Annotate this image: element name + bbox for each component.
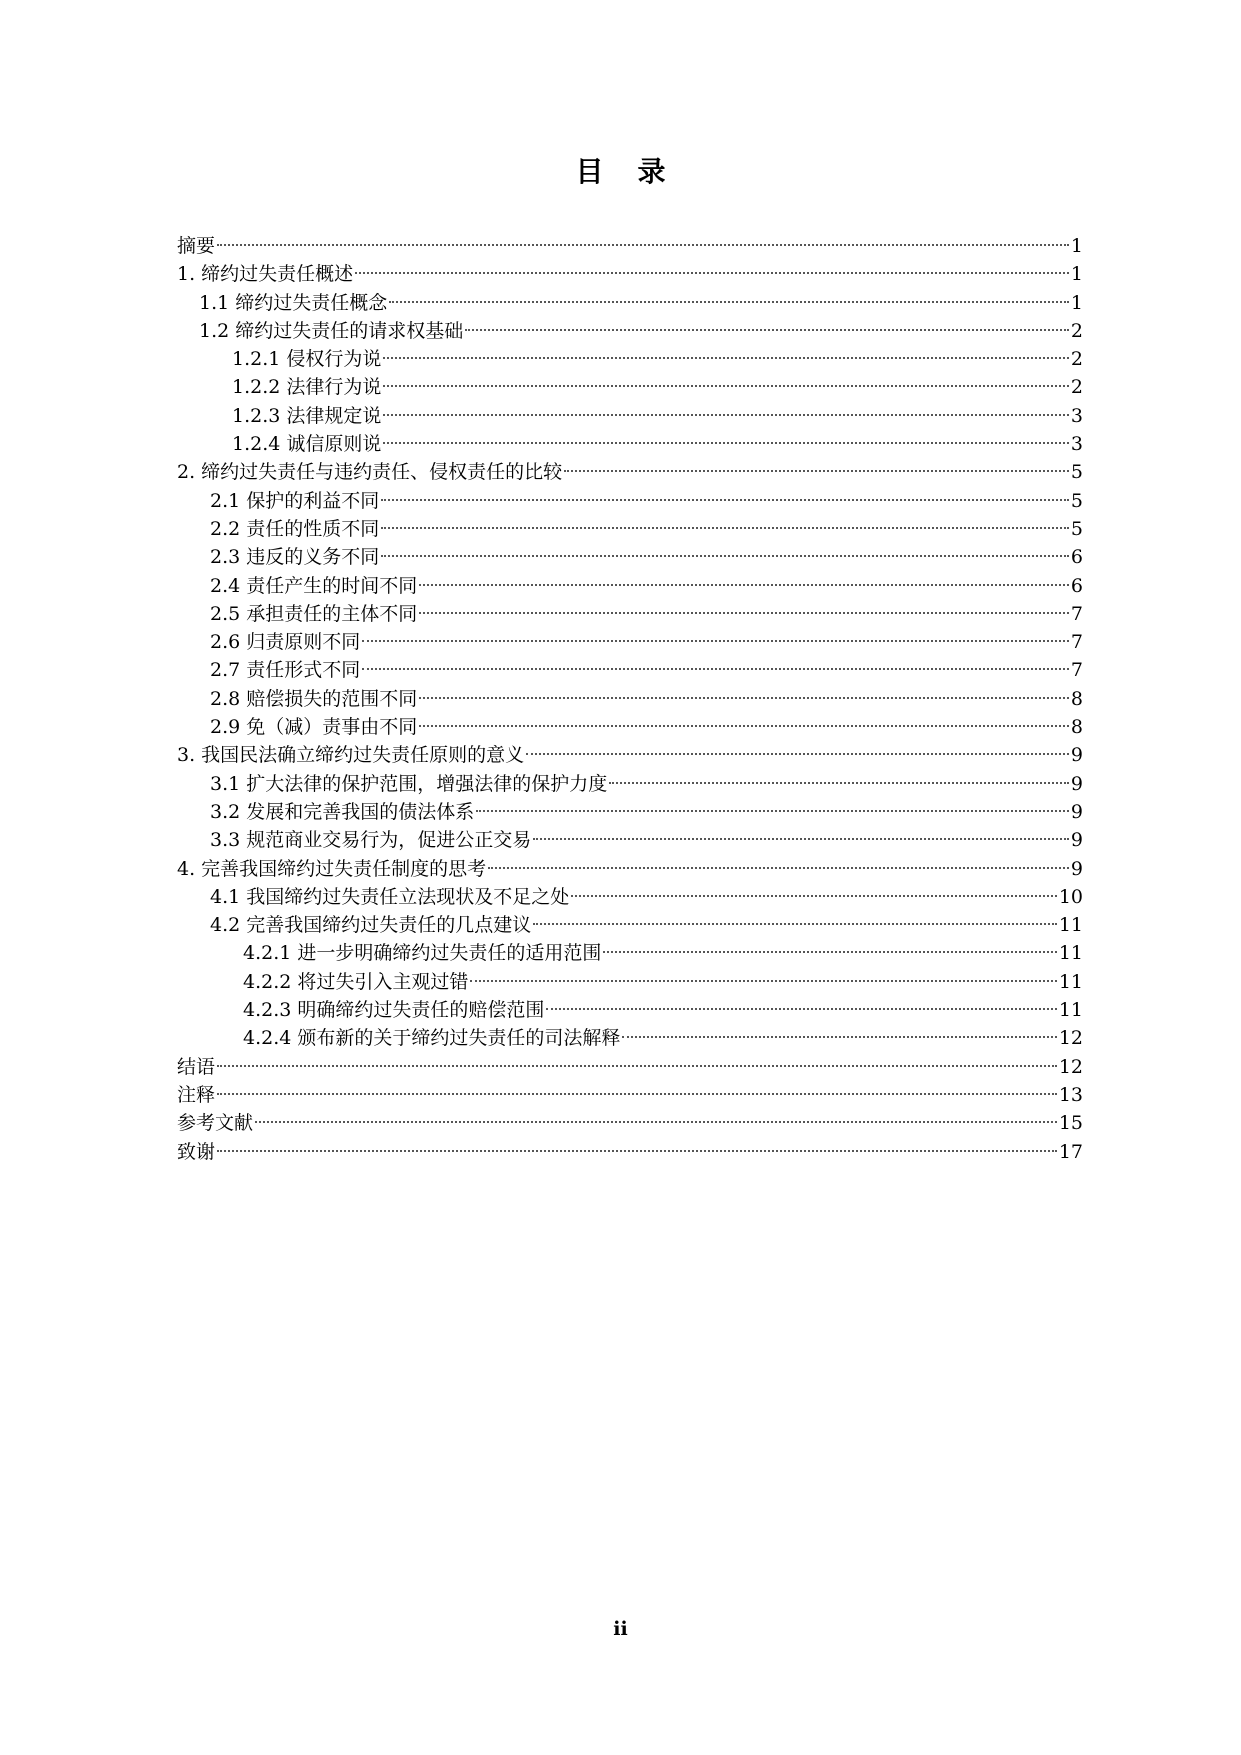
page-title: 目录: [575, 155, 700, 188]
toc-entry-label: 2.6 归责原则不同: [210, 631, 361, 654]
toc-entry[interactable]: [177, 855, 1083, 883]
toc-entry-label: 4.2.2 将过失引入主观过错: [243, 970, 469, 993]
dot-leader: [571, 895, 1057, 897]
toc-entry-label: 4.2 完善我国缔约过失责任的几点建议: [210, 914, 532, 937]
toc-entry-label: 2.1 保护的利益不同: [210, 489, 380, 512]
toc-entry-label: 致谢: [177, 1140, 216, 1163]
toc-entry[interactable]: [177, 345, 1083, 373]
toc-entry-label: 4.2.1 进一步明确缔约过失责任的适用范围: [243, 942, 602, 965]
toc-entry-label: 1.2.2 法律行为说: [232, 376, 382, 399]
toc-entry[interactable]: [177, 1081, 1083, 1109]
toc-entry-page: 11: [1058, 942, 1083, 965]
toc-entry-page: 11: [1058, 914, 1083, 937]
toc-entry[interactable]: [177, 713, 1083, 741]
toc-entry-label: 1.2.3 法律规定说: [232, 404, 382, 427]
toc-entry-page: 10: [1058, 885, 1083, 908]
toc-entry[interactable]: [177, 883, 1083, 911]
toc-entry[interactable]: [177, 826, 1083, 854]
toc-entry[interactable]: [177, 260, 1083, 288]
toc-entry-label: 2.8 赔偿损失的范围不同: [210, 687, 418, 710]
toc-entry-page: 5: [1070, 517, 1083, 540]
toc-entry-label: 3.2 发展和完善我国的债法体系: [210, 800, 475, 823]
dot-leader: [533, 838, 1069, 840]
toc-entry-page: 9: [1070, 829, 1083, 852]
toc-entry[interactable]: [177, 685, 1083, 713]
dot-leader: [217, 1065, 1057, 1067]
toc-entry[interactable]: [177, 968, 1083, 996]
dot-leader: [255, 1121, 1057, 1123]
dot-leader: [383, 385, 1069, 387]
toc-entry[interactable]: [177, 515, 1083, 543]
toc-entry[interactable]: [177, 996, 1083, 1024]
toc-entry[interactable]: [177, 430, 1083, 458]
toc-entry-label: 4. 完善我国缔约过失责任制度的思考: [177, 857, 487, 880]
toc-entry[interactable]: [177, 741, 1083, 769]
toc-entry-page: 5: [1070, 461, 1083, 484]
dot-leader: [488, 867, 1069, 869]
toc-entry-label: 1.2.1 侵权行为说: [232, 348, 382, 371]
toc-entry-page: 1: [1070, 291, 1083, 314]
toc-entry-label: 2.3 违反的义务不同: [210, 546, 380, 569]
dot-leader: [389, 301, 1069, 303]
toc-entry-label: 4.2.4 颁布新的关于缔约过失责任的司法解释: [243, 1027, 621, 1050]
dot-leader: [476, 810, 1069, 812]
dot-leader: [217, 1150, 1057, 1152]
toc-entry-label: 摘要: [177, 235, 216, 257]
toc-entry[interactable]: [177, 656, 1083, 684]
dot-leader: [470, 980, 1056, 982]
toc-entry[interactable]: [177, 939, 1083, 967]
toc-entry-label: 2.7 责任形式不同: [210, 659, 361, 682]
toc-entry[interactable]: [177, 289, 1083, 317]
toc-entry-label: 参考文献: [177, 1112, 254, 1135]
dot-leader: [419, 725, 1069, 727]
toc-entry[interactable]: [177, 628, 1083, 656]
toc-entry[interactable]: [177, 1109, 1083, 1137]
toc-entry[interactable]: [177, 543, 1083, 571]
dot-leader: [419, 697, 1069, 699]
dot-leader: [217, 244, 1069, 246]
toc-entry-label: 3.1 扩大法律的保护范围，增强法律的保护力度: [210, 772, 608, 795]
dot-leader: [381, 499, 1069, 501]
dot-leader: [622, 1036, 1056, 1038]
toc-entry[interactable]: [177, 798, 1083, 826]
toc-entry[interactable]: [177, 1138, 1083, 1166]
toc-entry[interactable]: [177, 600, 1083, 628]
toc-entry-page: 9: [1070, 857, 1083, 880]
toc-entry-label: 1.2 缔约过失责任的请求权基础: [199, 319, 464, 342]
dot-leader: [381, 555, 1069, 557]
dot-leader: [603, 951, 1056, 953]
toc-entry[interactable]: [177, 373, 1083, 401]
toc-entry-label: 结语: [177, 1055, 216, 1078]
toc-entry-page: 9: [1070, 800, 1083, 823]
toc-entry-label: 4.2.3 明确缔约过失责任的赔偿范围: [243, 999, 545, 1022]
toc-entry-page: 11: [1058, 999, 1083, 1022]
dot-leader: [383, 442, 1069, 444]
toc-entry[interactable]: [177, 458, 1083, 486]
toc-entry-label: 2. 缔约过失责任与违约责任、侵权责任的比较: [177, 461, 563, 484]
toc-entry-page: 11: [1058, 970, 1083, 993]
dot-leader: [609, 782, 1069, 784]
toc-entry-page: 7: [1070, 631, 1083, 654]
toc-entry-label: 4.1 我国缔约过失责任立法现状及不足之处: [210, 885, 570, 908]
toc-entry-label: 1.1 缔约过失责任概念: [199, 291, 388, 314]
dot-leader: [381, 527, 1069, 529]
dot-leader: [564, 470, 1069, 472]
toc-entry-page: 7: [1070, 602, 1083, 625]
dot-leader: [465, 329, 1069, 331]
toc-entry-page: 15: [1058, 1112, 1083, 1135]
toc-entry-label: 注释: [177, 1083, 216, 1106]
toc-entry[interactable]: [177, 572, 1083, 600]
toc-entry-page: 12: [1058, 1055, 1083, 1078]
toc-entry[interactable]: [177, 911, 1083, 939]
toc-entry-label: 2.5 承担责任的主体不同: [210, 602, 418, 625]
dot-leader: [533, 923, 1057, 925]
toc-entry-page: 2: [1070, 348, 1083, 371]
dot-leader: [383, 414, 1069, 416]
toc-entry-label: 2.9 免（减）责事由不同: [210, 716, 418, 739]
toc-entry-page: 7: [1070, 659, 1083, 682]
toc-entry-page: 1: [1070, 235, 1083, 257]
toc-entry[interactable]: [177, 402, 1083, 430]
toc-entry-label: 2.4 责任产生的时间不同: [210, 574, 418, 597]
toc-entry-page: 6: [1070, 546, 1083, 569]
toc-entry-page: 13: [1058, 1083, 1083, 1106]
toc-entry-page: 1: [1070, 263, 1083, 286]
toc-entry-label: 1.2.4 诚信原则说: [232, 433, 382, 456]
toc-entry[interactable]: [177, 770, 1083, 798]
dot-leader: [546, 1008, 1056, 1010]
dot-leader: [419, 612, 1069, 614]
toc-entry[interactable]: [177, 1053, 1083, 1081]
page-number-footer: ii: [613, 1618, 628, 1640]
toc-entry[interactable]: [177, 232, 1083, 260]
toc-entry-page: 6: [1070, 574, 1083, 597]
dot-leader: [217, 1093, 1057, 1095]
toc-entry-page: 5: [1070, 489, 1083, 512]
toc-entry-label: 1. 缔约过失责任概述: [177, 263, 354, 286]
toc-entry-page: 9: [1070, 744, 1083, 767]
dot-leader: [355, 272, 1069, 274]
toc-entry-page: 12: [1058, 1027, 1083, 1050]
toc-entry-page: 3: [1070, 404, 1083, 427]
toc-entry[interactable]: [177, 317, 1083, 345]
toc-entry-label: 3.3 规范商业交易行为，促进公正交易: [210, 829, 532, 852]
toc-entry-page: 3: [1070, 433, 1083, 456]
toc-entry-label: 3. 我国民法确立缔约过失责任原则的意义: [177, 744, 525, 767]
dot-leader: [419, 584, 1069, 586]
toc-entry-page: 9: [1070, 772, 1083, 795]
table-of-contents: [177, 232, 1083, 1166]
toc-entry-page: 8: [1070, 687, 1083, 710]
toc-entry-page: 2: [1070, 376, 1083, 399]
dot-leader: [383, 357, 1069, 359]
dot-leader: [362, 668, 1069, 670]
toc-entry-page: 2: [1070, 319, 1083, 342]
toc-entry[interactable]: [177, 487, 1083, 515]
dot-leader: [362, 640, 1069, 642]
dot-leader: [526, 753, 1069, 755]
toc-entry-page: 17: [1058, 1140, 1083, 1163]
toc-entry-label: 2.2 责任的性质不同: [210, 517, 380, 540]
toc-entry-page: 8: [1070, 716, 1083, 739]
toc-entry[interactable]: [177, 1024, 1083, 1052]
